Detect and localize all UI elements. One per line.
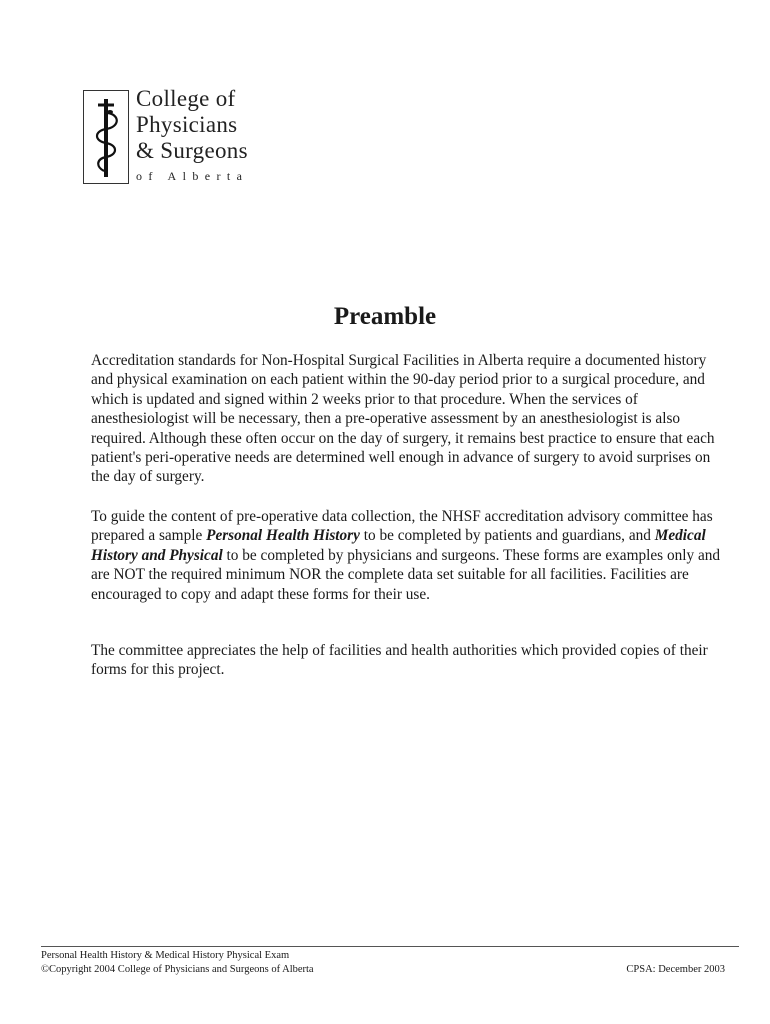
paragraph-2-text-c: to be completed by physicians and surgeons. These forms are examples only and are NOT the required minimum NOR the complete data set suitable for all facilities. Facilities are encouraged to copy and adapt these forms for their use. [91,546,721,603]
footer-revision-date: CPSA: December 2003 [626,964,725,975]
logo-line-4: of Alberta [136,169,249,183]
logo-line-2: Physicians [136,112,238,137]
cpsa-logo [83,86,273,186]
paragraph-2 [91,507,725,604]
paragraph-2-text-a: To guide the content of pre-operative data collection, the NHSF accreditation advisory committee has prepared a sample [91,508,713,545]
paragraph-1: Accreditation standards for Non-Hospital Surgical Facilities in Alberta require a documented history and physical examination on each patient within the 90-day period prior to a surgical procedure, and which is updated and signed within 2 weeks prior to that procedure. When the services of anesthesiologist will be necessary, then a pre-operative assessment by an anesthesiologist is also required. Although these often occur on the day of surgery, it remains best practice to ensure that each patient's peri-operative needs are determined well enough in advance of surgery to avoid surprises on the day of surgery. [91,352,715,486]
logo-line-1: College of [136,86,236,111]
footer-document-title: Personal Health History & Medical History Physical Exam [41,950,290,961]
logo-wordmark [136,86,248,184]
caduceus-icon [83,90,129,184]
page-title: Preamble [333,303,437,330]
footer-divider [41,946,739,947]
paragraph-3: The committee appreciates the help of facilities and health authorities which provided copies of their forms for this project. [91,642,708,679]
logo-line-3: & Surgeons [136,138,248,163]
personal-health-history-emphasis: Personal Health History [206,527,360,545]
footer-copyright: ©Copyright 2004 College of Physicians and Surgeons of Alberta [41,964,314,975]
medical-history-physical-emphasis: Medical History and Physical [91,527,706,564]
paragraph-2-text-b: to be completed by patients and guardians, and [359,527,655,545]
